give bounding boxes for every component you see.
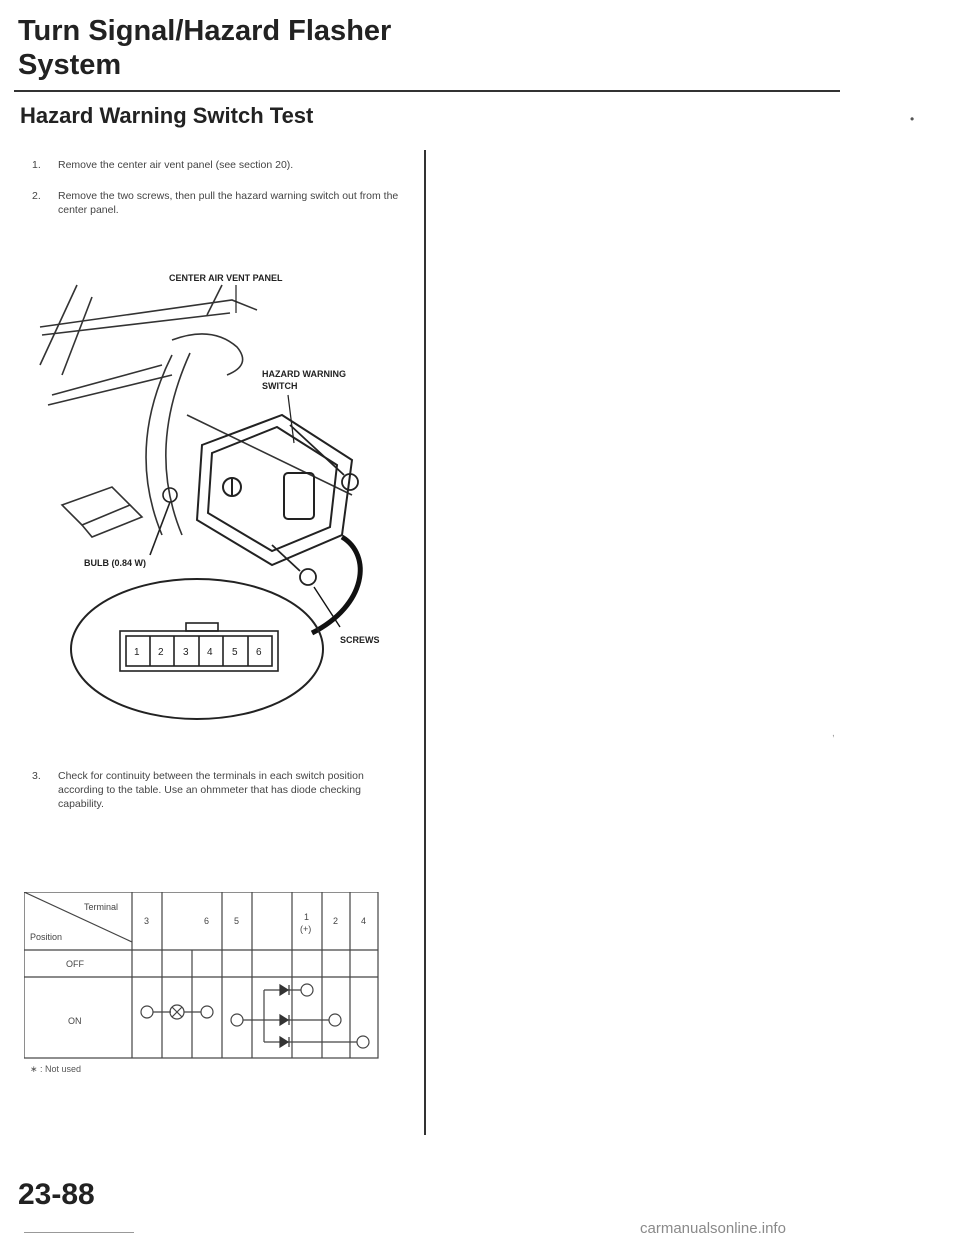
section-title [18, 14, 438, 82]
margin-mark: • [910, 112, 915, 126]
leader-lines [236, 285, 294, 443]
continuity-path-bulb [141, 1005, 213, 1019]
step-text: Remove the two screws, then pull the hazard warning switch out from the center panel. [58, 190, 399, 216]
terminal-header: Terminal [84, 902, 119, 912]
connector-pin: 6 [256, 647, 262, 658]
label-center-air-vent-panel: CENTER AIR VENT PANEL [169, 273, 283, 283]
step-text: Check for continuity between the terminals in each switch position according to the table. Use an ohmmeter that has diode checking capability. [58, 770, 364, 810]
step-number: 3. [32, 770, 41, 782]
step-1 [32, 158, 412, 174]
terminal-col: 2 [333, 916, 339, 926]
title-rule [14, 90, 840, 92]
page-number: 23-88 [18, 1178, 95, 1211]
terminal-col: 1 [304, 912, 310, 922]
terminal-col: 5 [234, 916, 240, 926]
step-number: 1. [32, 159, 41, 171]
diode-icon [280, 985, 289, 1047]
label-screws: SCREWS [340, 635, 380, 645]
connector-face [120, 623, 278, 671]
table-footnote: ∗ : Not used [30, 1064, 82, 1074]
position-header: Position [30, 932, 63, 942]
hazard-switch-body [197, 415, 352, 565]
screws-callout [312, 537, 360, 633]
watermark: carmanualsonline.info [640, 1220, 786, 1237]
terminal-col: 4 [361, 916, 367, 926]
continuity-table [24, 892, 384, 1062]
terminal-col-note: (+) [300, 924, 312, 934]
column-divider [424, 150, 426, 1135]
connector-pin: 1 [134, 647, 140, 658]
step-text: Remove the center air vent panel (see section 20). [58, 159, 294, 171]
stray-mark: , [832, 728, 835, 739]
section-title-line-2: System [18, 49, 122, 81]
bulb-icon [150, 488, 177, 555]
connector-pin: 4 [207, 647, 213, 658]
terminal-col: 3 [144, 916, 150, 926]
connector-pin: 2 [158, 647, 164, 658]
step-3 [32, 769, 412, 817]
row-label-on: ON [68, 1016, 82, 1026]
connector-inset [71, 579, 323, 719]
test-heading: Hazard Warning Switch Test [20, 103, 314, 128]
table-grid [24, 892, 378, 1058]
connector-pin: 5 [232, 647, 238, 658]
switch-location-figure [22, 255, 402, 735]
row-label-off: OFF [66, 959, 84, 969]
terminal-col: 6 [204, 916, 210, 926]
label-switch: SWITCH [262, 381, 298, 391]
section-title-line-1: Turn Signal/Hazard Flasher [18, 15, 392, 47]
label-hazard-warning: HAZARD WARNING [262, 369, 346, 379]
step-number: 2. [32, 190, 41, 202]
dashboard-outline [40, 285, 352, 537]
bottom-rule [24, 1232, 134, 1233]
step-2 [32, 189, 412, 219]
label-bulb: BULB (0.84 W) [84, 558, 147, 568]
connector-pin: 3 [183, 647, 189, 658]
